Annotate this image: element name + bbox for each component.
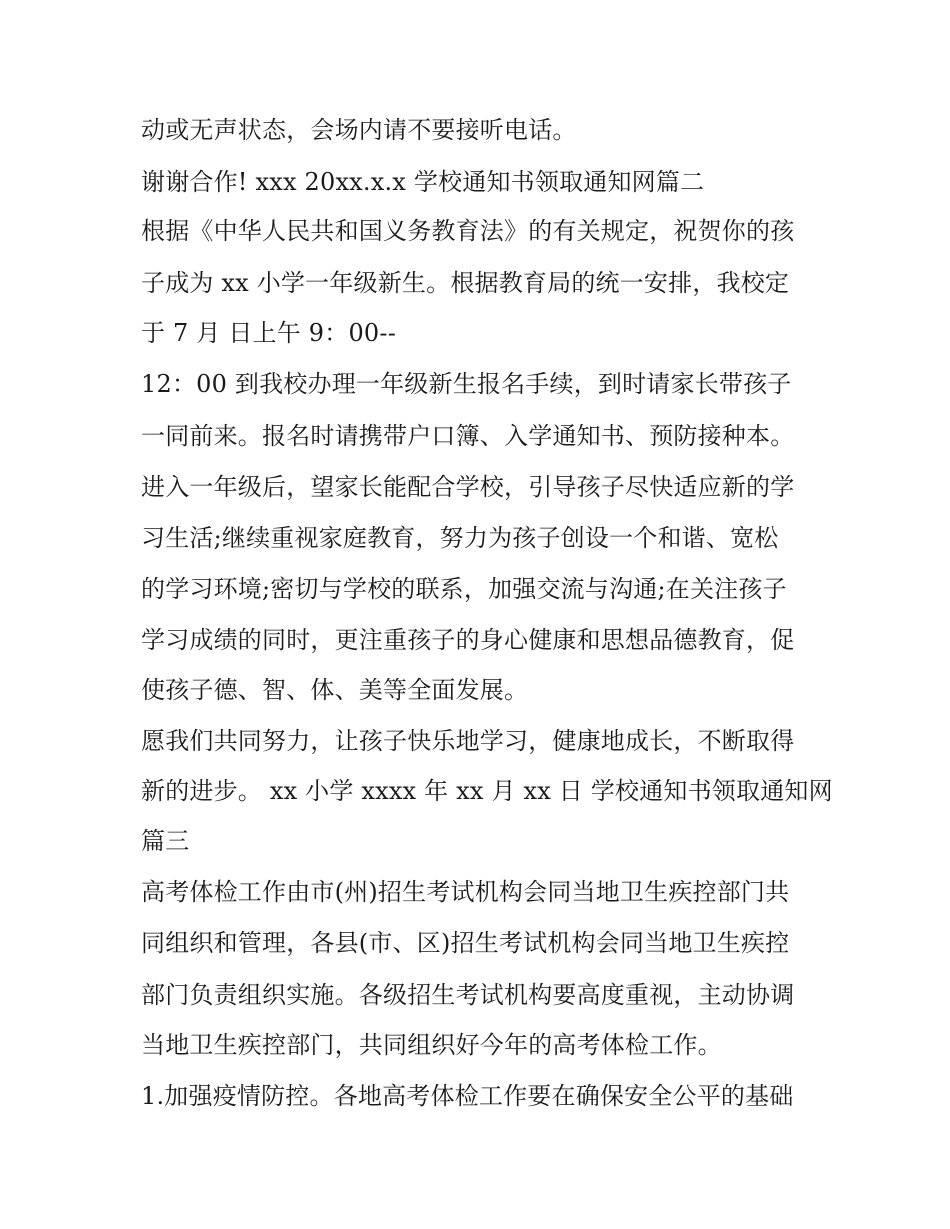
text-line: 高考体检工作由市(州)招生考试机构会同当地卫生疾控部门共 <box>141 878 790 906</box>
text-line: 当地卫生疾控部门，共同组织好今年的高考体检工作。 <box>141 1031 722 1059</box>
text-line: 动或无声状态，会场内请不要接听电话。 <box>141 116 577 144</box>
text-line: 同组织和管理，各县(市、区)招生考试机构会同当地卫生疾控 <box>141 929 790 957</box>
text-line: 子成为 xx 小学一年级新生。根据教育局的统一安排，我校定 <box>141 269 790 297</box>
text-line: 学习成绩的同时，更注重孩子的身心健康和思想品德教育，促 <box>141 626 795 654</box>
text-line: 愿我们共同努力，让孩子快乐地学习，健康地成长，不断取得 <box>141 727 795 755</box>
text-line: 使孩子德、智、体、美等全面发展。 <box>141 676 529 704</box>
text-line: 于 7 月 日上午 9：00-- <box>141 319 397 347</box>
text-line: 进入一年级后，望家长能配合学校，引导孩子尽快适应新的学 <box>141 473 795 501</box>
text-line: 1.加强疫情防控。各地高考体检工作要在确保安全公平的基础 <box>141 1082 794 1110</box>
text-line: 部门负责组织实施。各级招生考试机构要高度重视，主动协调 <box>141 981 795 1009</box>
text-line: 根据《中华人民共和国义务教育法》的有关规定，祝贺你的孩 <box>141 217 795 245</box>
text-line: 12：00 到我校办理一年级新生报名手续，到时请家长带孩子 <box>141 370 792 398</box>
text-line: 谢谢合作! xxx 20xx.x.x 学校通知书领取通知网篇二 <box>141 168 705 196</box>
text-line: 新的进步。 xx 小学 xxxx 年 xx 月 xx 日 学校通知书领取通知网 <box>141 777 833 805</box>
text-line: 篇三 <box>141 827 190 855</box>
text-line: 的学习环境;密切与学校的联系，加强交流与沟通;在关注孩子 <box>141 575 787 603</box>
text-line: 习生活;继续重视家庭教育，努力为孩子创设一个和谐、宽松 <box>141 524 779 552</box>
text-line: 一同前来。报名时请携带户口簿、入学通知书、预防接种本。 <box>141 422 795 450</box>
